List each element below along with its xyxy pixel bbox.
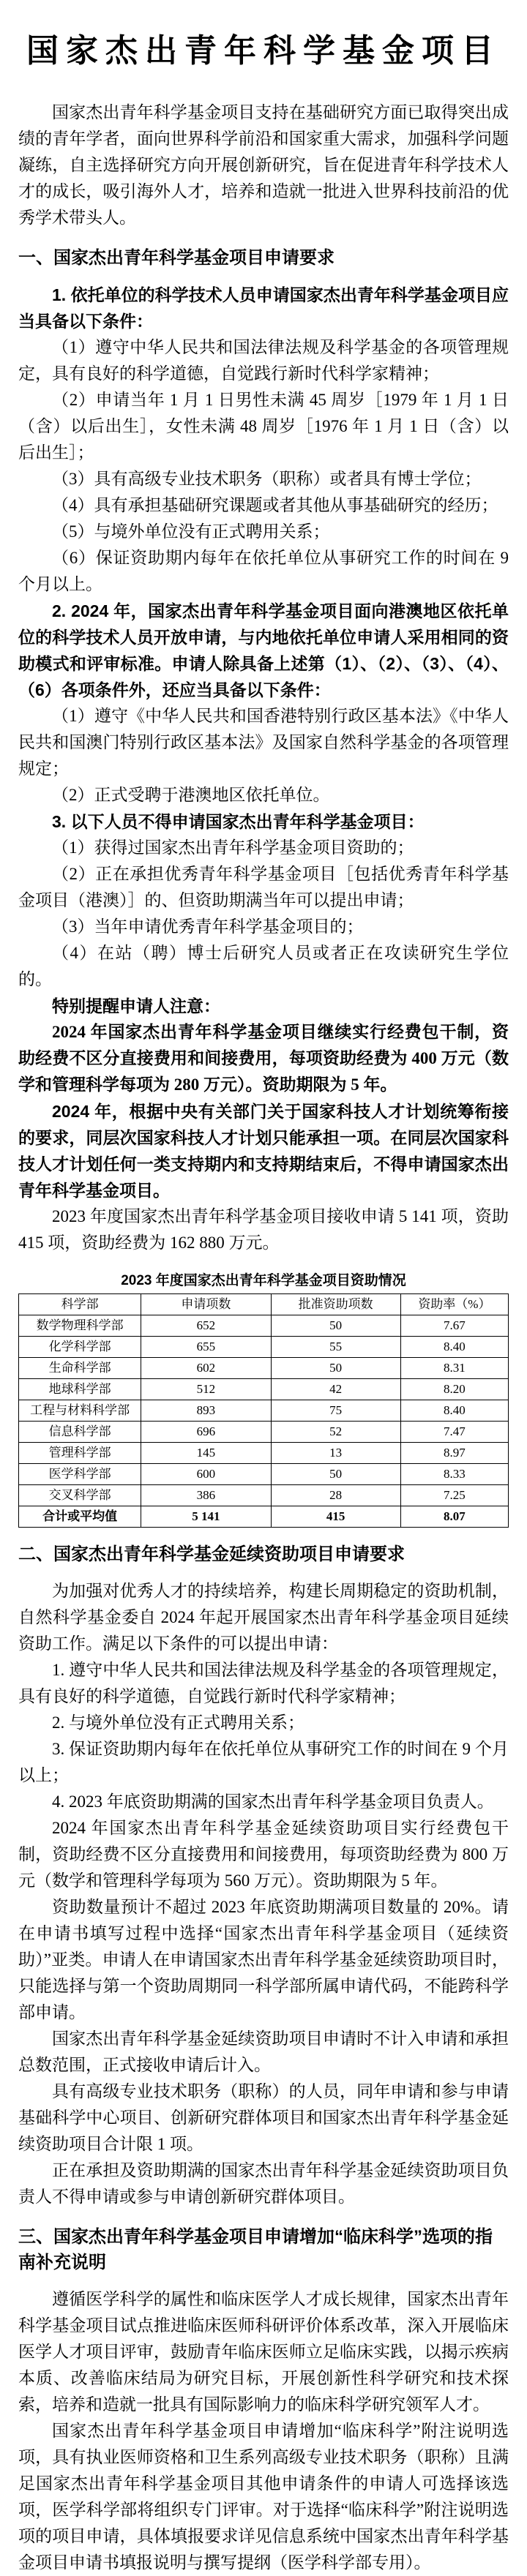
paragraph: 1. 遵守中华人民共和国法律法规及科学基金的各项管理规定，具有良好的科学道德，自觉践行新时代科学家精神；: [18, 1661, 509, 1705]
table-cell: 55: [271, 1337, 400, 1358]
table-row: [19, 1379, 509, 1400]
paragraph: （6）保证资助期内每年在依托单位从事研究工作的时间在 9 个月以上。: [18, 549, 509, 593]
table-cell: 600: [141, 1464, 271, 1485]
section-3-heading: 三、国家杰出青年科学基金项目申请增加“临床科学”选项的指南补充说明: [18, 2227, 493, 2272]
paragraph: 国家杰出青年科学基金项目申请增加“临床科学”附注说明选项，具有执业医师资格和卫生系列高级专业技术职务（职称）且满足国家杰出青年科学基金项目其他申请条件的申请人可选择该选项，医学科学部将组织专门评审。对于选择“临床科学”附注说明选项的项目申请，具体填报要求详见信息系统中国家杰出青年科学基金项目申请书填报说明与撰写提纲（医学科学部专用）。: [18, 2422, 509, 2572]
table-cell: 652: [141, 1315, 271, 1337]
paragraph: 为加强对优秀人才的持续培养，构建长周期稳定的资助机制，自然科学基金委自 2024 年起开展国家杰出青年科学基金项目延续资助工作。满足以下条件的可以提出申请：: [18, 1582, 509, 1653]
table-title: 2023 年度国家杰出青年科学基金项目资助情况: [121, 1273, 406, 1288]
table-cell: 数学物理科学部: [19, 1315, 141, 1337]
page-title: 国家杰出青年科学基金项目: [26, 33, 501, 69]
table-cell: 50: [271, 1464, 400, 1485]
table-cell: 5 141: [141, 1506, 271, 1528]
table-row: [19, 1464, 509, 1485]
table-cell: 415: [271, 1506, 400, 1528]
table-cell: 8.40: [400, 1400, 508, 1422]
table-cell: 50: [271, 1315, 400, 1337]
table-cell: 8.97: [400, 1443, 508, 1464]
paragraph: （2）申请当年 1 月 1 日男性未满 45 周岁［1979 年 1 月 1 日（含）以后出生］，女性未满 48 周岁［1976 年 1 月 1 日（含）以后出生］；: [18, 391, 509, 462]
table-cell: 8.40: [400, 1337, 508, 1358]
paragraph: 国家杰出青年科学基金延续资助项目申请时不计入申请和承担总数范围，正式接收申请后计入。: [18, 2029, 509, 2074]
paragraph: （2）正在承担优秀青年科学基金项目［包括优秀青年科学基金项目（港澳）］的、但资助期满当年可以提出申请；: [18, 865, 509, 909]
paragraph: 4. 2023 年底资助期满的国家杰出青年科学基金项目负责人。: [52, 1792, 494, 1811]
table-cell: 602: [141, 1358, 271, 1379]
paragraph: （2）正式受聘于港澳地区依托单位。: [52, 786, 330, 804]
table-cell: 工程与材料科学部: [19, 1400, 141, 1422]
table-cell: 386: [141, 1485, 271, 1506]
paragraph: （1）遵守《中华人民共和国香港特别行政区基本法》《中华人民共和国澳门特别行政区基本法》及国家自然科学基金的各项管理规定；: [18, 707, 509, 778]
column-header-approved: 批准资助项数: [271, 1294, 400, 1315]
table-cell: 50: [271, 1358, 400, 1379]
table-cell: 交叉科学部: [19, 1485, 141, 1506]
paragraph: （1）遵守中华人民共和国法律法规及科学基金的各项管理规定，具有良好的科学道德，自觉践行新时代科学家精神；: [18, 338, 509, 383]
paragraph: 遵循医学科学的属性和临床医学人才成长规律，国家杰出青年科学基金项目试点推进临床医师科研评价体系改革，深入开展临床医学人才项目评审，鼓励青年临床医师立足临床实践，以揭示疾病本质、改善临床结局为研究目标，开展创新性科学研究和技术探索，培养和造就一批具有国际影响力的临床科学研究领军人才。: [18, 2290, 509, 2414]
table-cell: 75: [271, 1400, 400, 1422]
table-row: [19, 1485, 509, 1506]
column-header-rate: 资助率（%）: [400, 1294, 508, 1315]
paragraph: 1. 依托单位的科学技术人员申请国家杰出青年科学基金项目应当具备以下条件：: [18, 285, 509, 331]
table-cell: 7.47: [400, 1422, 508, 1443]
intro-paragraph: 国家杰出青年科学基金项目支持在基础研究方面已取得突出成绩的青年学者，面向世界科学前沿和国家重大需求，加强科学问题凝练，自主选择研究方向开展创新研究，旨在促进青年科学技术人才的成长，吸引海外人才，培养和造就一批进入世界科技前沿的优秀学术带头人。: [18, 103, 509, 227]
table-cell: 145: [141, 1443, 271, 1464]
paragraph: （5）与境外单位没有正式聘用关系；: [52, 522, 330, 541]
table-cell: 52: [271, 1422, 400, 1443]
table-cell: 8.20: [400, 1379, 508, 1400]
table-cell: 8.31: [400, 1358, 508, 1379]
table-row: [19, 1358, 509, 1379]
table-cell: 7.67: [400, 1315, 508, 1337]
table-cell: 管理科学部: [19, 1443, 141, 1464]
paragraph: （1）获得过国家杰出青年科学基金项目资助的；: [52, 838, 414, 857]
paragraph: 2024 年国家杰出青年科学基金项目继续实行经费包干制，资助经费不区分直接费用和间接费用，每项资助经费为 400 万元（数学和管理科学每项为 280 万元）。资助期限为 5 年。: [18, 1023, 509, 1094]
paragraph: （4）具有承担基础研究课题或者其他从事基础研究的经历；: [52, 496, 498, 514]
paragraph: 2023 年度国家杰出青年科学基金项目接收申请 5 141 项，资助 415 项，资助经费为 162 880 万元。: [18, 1207, 509, 1252]
table-cell: 化学科学部: [19, 1337, 141, 1358]
table-cell: 生命科学部: [19, 1358, 141, 1379]
table-cell: 7.25: [400, 1485, 508, 1506]
column-header-department: 科学部: [19, 1294, 141, 1315]
funding-table: [18, 1293, 509, 1528]
table-cell: 512: [141, 1379, 271, 1400]
paragraph: 3. 以下人员不得申请国家杰出青年科学基金项目：: [52, 812, 425, 831]
table-row: [19, 1315, 509, 1337]
section-1-heading: 一、国家杰出青年科学基金项目申请要求: [18, 248, 334, 268]
paragraph: 2024 年国家杰出青年科学基金延续资助项目实行经费包干制，资助经费不区分直接费用和间接费用，每项资助经费为 800 万元（数学和管理科学每项为 560 万元）。资助期限为 5 年。: [18, 1819, 509, 1890]
table-cell: 地球科学部: [19, 1379, 141, 1400]
paragraph: 正在承担及资助期满的国家杰出青年科学基金延续资助项目负责人不得申请或参与申请创新研究群体项目。: [18, 2161, 509, 2206]
table-row: [19, 1337, 509, 1358]
paragraph: 资助数量预计不超过 2023 年底资助期满项目数量的 20%。请在申请书填写过程中选择“国家杰出青年科学基金项目（延续资助）”亚类。申请人在申请国家杰出青年科学基金延续资助项目时，只能选择与第一个资助周期同一科学部所属申请代码，不能跨科学部申请。: [18, 1898, 509, 2021]
section-2-heading: 二、国家杰出青年科学基金延续资助项目申请要求: [18, 1544, 405, 1564]
table-cell: 42: [271, 1379, 400, 1400]
table-cell: 28: [271, 1485, 400, 1506]
table-total-row: [19, 1506, 509, 1528]
paragraph: 3. 保证资助期内每年在依托单位从事研究工作的时间在 9 个月以上；: [18, 1740, 509, 1784]
table-header-row: [19, 1294, 509, 1315]
table-cell: 医学科学部: [19, 1464, 141, 1485]
table-cell: 655: [141, 1337, 271, 1358]
column-header-applied: 申请项数: [141, 1294, 271, 1315]
table-cell: 合计或平均值: [19, 1506, 141, 1528]
paragraph: （4）在站（聘）博士后研究人员或者正在攻读研究生学位的。: [18, 944, 509, 988]
table-row: [19, 1443, 509, 1464]
table-cell: 信息科学部: [19, 1422, 141, 1443]
paragraph: （3）当年申请优秀青年科学基金项目的；: [52, 917, 364, 936]
table-cell: 13: [271, 1443, 400, 1464]
paragraph: 2024 年，根据中央有关部门关于国家科技人才计划统筹衔接的要求，同层次国家科技人才计划只能承担一项。在同层次国家科技人才计划任何一类支持期内和支持期结束后，不得申请国家杰出青年科学基金项目。: [18, 1102, 509, 1200]
table-row: [19, 1422, 509, 1443]
paragraph: 2. 与境外单位没有正式聘用关系；: [52, 1713, 304, 1732]
table-cell: 8.33: [400, 1464, 508, 1485]
paragraph: 2. 2024 年，国家杰出青年科学基金项目面向港澳地区依托单位的科学技术人员开放申请，与内地依托单位申请人采用相同的资助模式和评审标准。申请人除具备上述第（1）、（2）、（3）、（4）、（6）各项条件外，还应当具备以下条件：: [18, 601, 509, 699]
table-cell: 696: [141, 1422, 271, 1443]
table-cell: 8.07: [400, 1506, 508, 1528]
special-reminder-label: 特别提醒申请人注意：: [52, 996, 220, 1015]
table-row: [19, 1400, 509, 1422]
table-cell: 893: [141, 1400, 271, 1422]
paragraph: （3）具有高级专业技术职务（职称）或者具有博士学位；: [52, 470, 482, 488]
paragraph: 具有高级专业技术职务（职称）的人员，同年申请和参与申请基础科学中心项目、创新研究群体项目和国家杰出青年科学基金延续资助项目合计限 1 项。: [18, 2082, 509, 2153]
